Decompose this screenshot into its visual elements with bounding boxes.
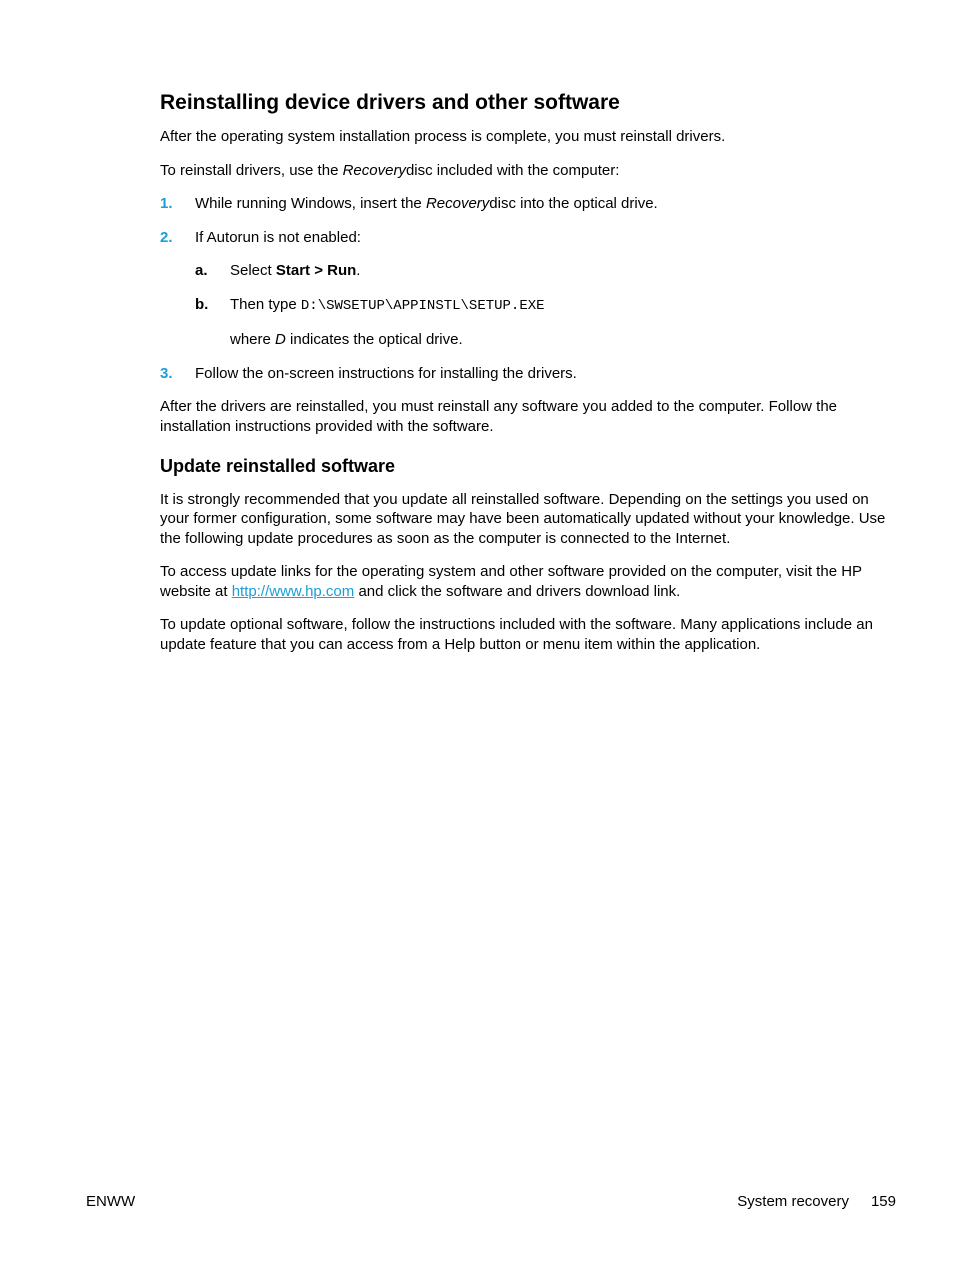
step-3 (160, 364, 890, 384)
page-number: 159 (870, 1193, 896, 1210)
step-1 (160, 194, 890, 214)
update-recommendation-paragraph: It is strongly recommended that you update all reinstalled software. Depending on the settings you used on your former configuration, some software may have been automatically updated without your knowledge. Use the following update procedures as soon as the computer is connected to the Internet. (160, 490, 886, 547)
step-text: While running Windows, insert the Recoverydisc into the optical drive. (195, 195, 658, 213)
substep-text: Select Start > Run. (230, 262, 361, 280)
substep-b (195, 295, 890, 317)
footer-label: ENWW (86, 1193, 136, 1210)
optical-drive-note: where D indicates the optical drive. (230, 331, 463, 349)
step-text: If Autorun is not enabled: (195, 228, 361, 246)
step-2 (160, 228, 890, 248)
reinstall-software-paragraph: After the drivers are reinstalled, you must reinstall any software you added to the computer. Follow the installation instructions provided with the software. (160, 398, 838, 435)
substep-letter: b. (195, 295, 209, 313)
substep-text: Then type D:\SWSETUP\APPINSTL\SETUP.EXE (230, 295, 545, 314)
page-title: Reinstalling device drivers and other software (160, 91, 620, 114)
step-text: Follow the on-screen instructions for installing the drivers. (195, 364, 577, 382)
page-content (160, 90, 890, 668)
hp-website-link[interactable]: http://www.hp.com (231, 582, 355, 600)
substep-letter: a. (195, 262, 208, 280)
step-number: 2. (160, 228, 173, 246)
recovery-italic: Recovery (342, 161, 406, 179)
footer-right (737, 1192, 896, 1211)
substep-a (195, 261, 890, 281)
step-number: 1. (160, 195, 173, 213)
section-heading: Update reinstalled software (160, 456, 396, 477)
optional-software-paragraph: To update optional software, follow the instructions included with the software. Many applications include an update feature that you can access from a Help button or menu item within the application. (160, 616, 873, 653)
step-number: 3. (160, 364, 173, 382)
recovery-disc-paragraph: To reinstall drivers, use the Recoverydisc included with the computer: (160, 161, 620, 179)
setup-command: D:\SWSETUP\APPINSTL\SETUP.EXE (300, 297, 545, 314)
update-links-paragraph: To access update links for the operating system and other software provided on the computer, visit the HP website at http://www.hp.com and click the software and drivers download link. (160, 563, 862, 600)
intro-paragraph: After the operating system installation process is complete, you must reinstall drivers. (160, 128, 726, 146)
footer-section: System recovery (737, 1193, 849, 1210)
